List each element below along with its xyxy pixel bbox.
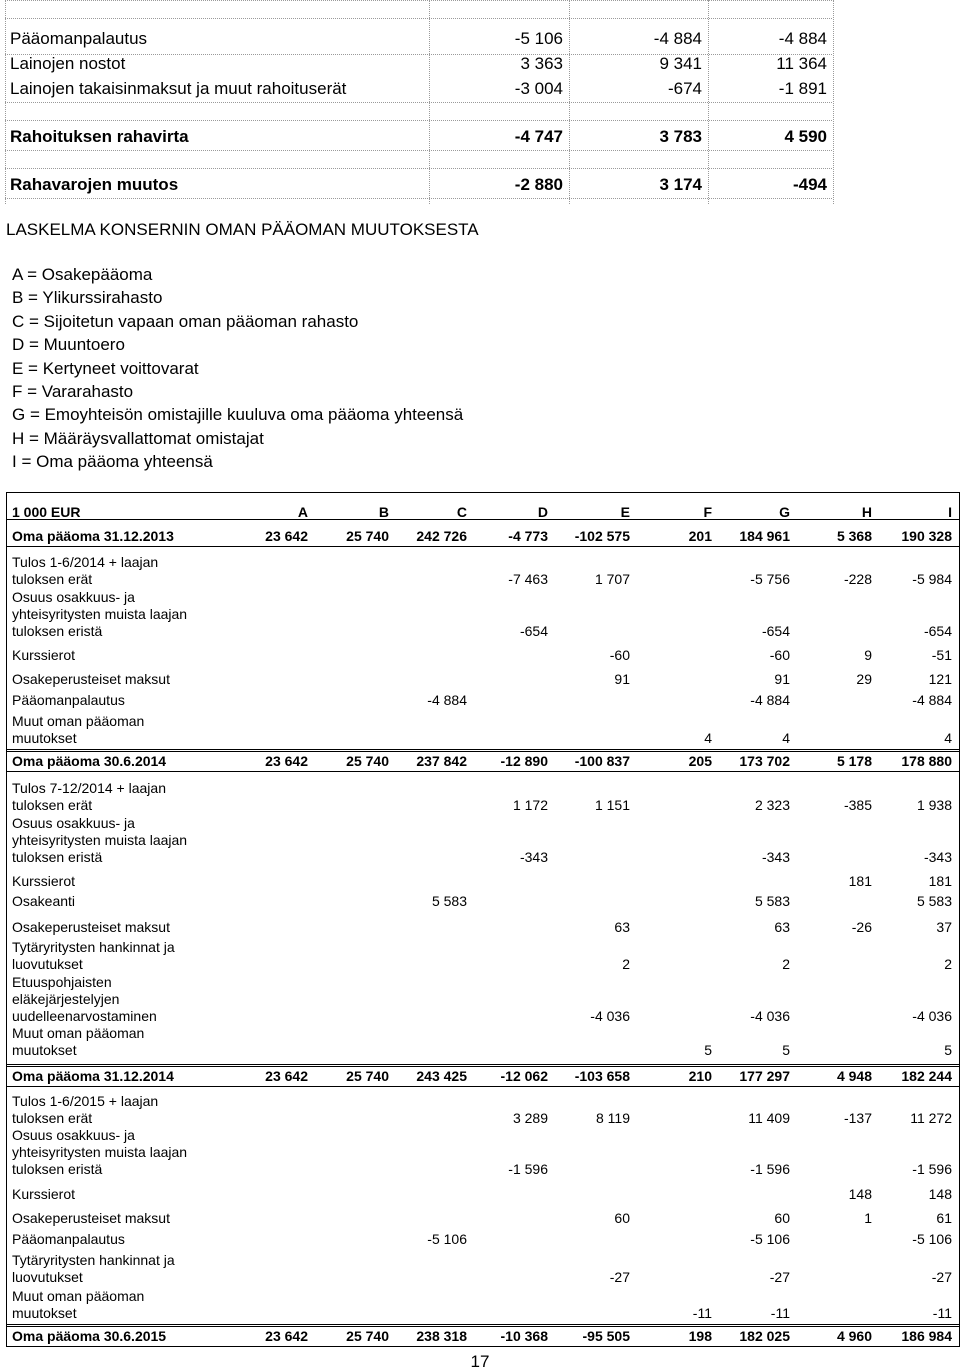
cell-value: -7 463 (508, 571, 548, 587)
cell-value: 198 (688, 1328, 712, 1344)
cash-flow-value: -3 004 (514, 79, 563, 98)
cell-value: 25 740 (346, 753, 389, 769)
cell-value: 181 (848, 873, 872, 889)
balance-underline (7, 771, 959, 772)
cell-value: -4 884 (427, 692, 467, 708)
cell-value: 23 642 (265, 1328, 308, 1344)
cell-value: 29 (856, 671, 872, 687)
cash-flow-row-label: Rahoituksen rahavirta (10, 127, 189, 146)
cell-value: 181 (928, 873, 952, 889)
cell-value: 1 938 (916, 797, 952, 813)
cell-value: -100 837 (574, 753, 630, 769)
row-label: muutokset (12, 1042, 77, 1058)
cell-value: 8 119 (596, 1110, 630, 1126)
cell-value: 182 025 (739, 1328, 790, 1344)
grid-hline (5, 18, 832, 19)
cell-value: -654 (761, 623, 790, 639)
row-label: luovutukset (12, 1269, 83, 1285)
grid-hline (5, 150, 832, 151)
cell-value: -5 106 (912, 1231, 952, 1247)
cell-value: 2 (782, 956, 790, 972)
legend-item: A = Osakepääoma (12, 265, 153, 284)
cell-value: 4 948 (836, 1068, 872, 1084)
cell-value: 5 583 (431, 893, 467, 909)
cell-value: 63 (774, 919, 790, 935)
cell-value: 5 178 (836, 753, 872, 769)
row-label: muutokset (12, 1305, 77, 1321)
cell-value: -11 (932, 1305, 952, 1321)
cell-value: 63 (614, 919, 630, 935)
cell-value: -27 (931, 1269, 952, 1285)
row-label: Osuus osakkuus- ja (12, 589, 135, 605)
cell-value: 201 (688, 528, 712, 544)
cell-value: 190 328 (901, 528, 952, 544)
cell-value: 4 (704, 730, 712, 746)
header-column-g: G (779, 504, 790, 520)
row-label: yhteisyritysten muista laajan (12, 832, 188, 848)
grid-hline (5, 168, 832, 169)
cell-value: -27 (769, 1269, 790, 1285)
cell-value: 61 (936, 1210, 952, 1226)
cell-value: 237 842 (416, 753, 467, 769)
row-label: Kurssierot (12, 873, 76, 889)
cell-value: -654 (519, 623, 548, 639)
cell-value: -5 756 (750, 571, 790, 587)
legend-item: H = Määräysvallattomat omistajat (12, 428, 264, 448)
cell-value: -12 062 (500, 1068, 548, 1084)
column-legend (12, 263, 463, 474)
grid-vline (833, 0, 834, 204)
cell-value: -4 036 (590, 1008, 630, 1024)
cell-value: 25 740 (346, 528, 389, 544)
row-label: Tytäryritysten hankinnat ja (12, 939, 175, 955)
row-label: tuloksen erät (12, 1110, 93, 1126)
cell-value: 3 289 (512, 1110, 548, 1126)
cash-flow-row-label: Lainojen nostot (10, 54, 126, 73)
header-column-i: I (948, 504, 952, 520)
cell-value: 2 (622, 956, 630, 972)
grid-hline (5, 102, 832, 103)
cash-flow-value: 3 783 (659, 127, 702, 146)
table-border (7, 492, 959, 493)
row-label: Oma pääoma 31.12.2013 (12, 528, 174, 544)
cell-value: 37 (936, 919, 952, 935)
cell-value: 242 726 (416, 528, 467, 544)
cash-flow-row-label: Pääomanpalautus (10, 29, 148, 48)
cell-value: 60 (774, 1210, 790, 1226)
header-column-c: C (456, 504, 467, 520)
page-number: 17 (470, 1352, 490, 1371)
cell-value: 4 (782, 730, 790, 746)
row-label: yhteisyritysten muista laajan (12, 606, 188, 622)
cell-value: 25 740 (346, 1068, 389, 1084)
cell-value: -4 036 (912, 1008, 952, 1024)
section-title: LASKELMA KONSERNIN OMAN PÄÄOMAN MUUTOKSESTA (6, 220, 479, 239)
row-label: Osakeperusteiset maksut (12, 919, 170, 935)
row-label: Kurssierot (12, 1186, 76, 1202)
cell-value: 182 244 (901, 1068, 952, 1084)
cell-value: -5 106 (750, 1231, 790, 1247)
cell-value: 1 172 (512, 797, 548, 813)
row-label: Muut oman pääoman (12, 1288, 145, 1304)
cash-flow-value: 11 364 (776, 54, 827, 73)
row-label: tuloksen eristä (12, 1161, 103, 1177)
cell-value: -4 884 (750, 692, 790, 708)
cell-value: -1 596 (750, 1161, 790, 1177)
cell-value: -343 (923, 849, 952, 865)
cell-value: -385 (843, 797, 872, 813)
cell-value: -137 (843, 1110, 872, 1126)
cell-value: 9 (864, 647, 872, 663)
row-label: Muut oman pääoman (12, 1025, 145, 1041)
legend-item: D = Muuntoero (12, 335, 125, 355)
header-column-h: H (861, 504, 872, 520)
cell-value: -5 984 (912, 571, 952, 587)
row-label: Osuus osakkuus- ja (12, 815, 135, 831)
row-label: Tulos 1-6/2015 + laajan (12, 1093, 159, 1109)
row-label: Oma pääoma 31.12.2014 (12, 1068, 174, 1084)
cell-value: 184 961 (739, 528, 790, 544)
header-column-e: E (620, 504, 630, 520)
cell-value: -102 575 (574, 528, 630, 544)
row-label: Pääomanpalautus (12, 1231, 125, 1247)
row-label: Etuuspohjaisten (12, 974, 112, 990)
cash-flow-value: -494 (792, 175, 827, 194)
cell-value: 178 880 (901, 753, 952, 769)
cell-value: 210 (688, 1068, 712, 1084)
cell-value: -1 596 (508, 1161, 548, 1177)
cell-value: 23 642 (265, 528, 308, 544)
cell-value: 177 297 (739, 1068, 790, 1084)
cash-flow-value: -2 880 (514, 175, 563, 194)
cell-value: 186 984 (901, 1328, 952, 1344)
cash-flow-value: -674 (667, 79, 702, 98)
cell-value: 173 702 (739, 753, 790, 769)
row-label: Oma pääoma 30.6.2014 (12, 753, 167, 769)
cell-value: 1 151 (594, 797, 630, 813)
row-label: Oma pääoma 30.6.2015 (12, 1328, 167, 1344)
legend-item: I = Oma pääoma yhteensä (12, 452, 213, 472)
cell-value: 91 (774, 671, 790, 687)
row-label: uudelleenarvostaminen (12, 1008, 157, 1024)
row-label: eläkejärjestelyjen (12, 991, 120, 1007)
cell-value: -26 (851, 919, 872, 935)
legend-item: G = Emoyhteisön omistajille kuuluva oma pääoma yhteensä (12, 405, 464, 425)
cell-value: 23 642 (265, 1068, 308, 1084)
grid-hline (5, 198, 832, 199)
header-divider (7, 519, 959, 520)
cell-value: -343 (519, 849, 548, 865)
row-label: tuloksen erät (12, 797, 93, 813)
balance-underline (7, 546, 959, 547)
cell-value: 148 (928, 1186, 952, 1202)
cell-value: 60 (614, 1210, 630, 1226)
balance-divider (7, 1064, 959, 1067)
balance-underline (7, 1086, 959, 1087)
cell-value: 1 707 (594, 571, 630, 587)
cell-value: -60 (769, 647, 790, 663)
cell-value: 1 (864, 1210, 872, 1226)
header-unit: 1 000 EUR (12, 504, 81, 520)
header-column-a: A (297, 504, 308, 520)
cell-value: 4 960 (836, 1328, 872, 1344)
cell-value: 5 583 (754, 893, 790, 909)
header-column-f: F (703, 504, 712, 520)
cell-value: 121 (928, 671, 952, 687)
cell-value: 5 368 (836, 528, 872, 544)
cell-value: -228 (843, 571, 872, 587)
cell-value: 148 (848, 1186, 872, 1202)
cell-value: -95 505 (582, 1328, 630, 1344)
cell-value: 5 583 (916, 893, 952, 909)
cell-value: -103 658 (574, 1068, 630, 1084)
cash-flow-value: 3 363 (520, 54, 563, 73)
cell-value: 5 (944, 1042, 952, 1058)
row-label: Tulos 7-12/2014 + laajan (12, 780, 166, 796)
row-label: yhteisyritysten muista laajan (12, 1144, 188, 1160)
cell-value: 243 425 (416, 1068, 467, 1084)
cell-value: -654 (923, 623, 952, 639)
row-label: tuloksen eristä (12, 623, 103, 639)
balance-divider (7, 749, 959, 752)
cell-value: -4 773 (508, 528, 548, 544)
cell-value: 11 409 (748, 1110, 790, 1126)
cell-value: 238 318 (416, 1328, 467, 1344)
legend-item: C = Sijoitetun vapaan oman pääoman rahasto (12, 311, 359, 331)
cash-flow-value: 4 590 (784, 127, 827, 146)
cash-flow-value: -4 884 (778, 29, 827, 48)
legend-item: B = Ylikurssirahasto (12, 288, 163, 308)
row-label: Osuus osakkuus- ja (12, 1127, 135, 1143)
cash-flow-value: -5 106 (514, 29, 563, 48)
cell-value: -343 (761, 849, 790, 865)
cell-value: 11 272 (910, 1110, 952, 1126)
cell-value: -11 (770, 1305, 790, 1321)
cash-flow-row-label: Rahavarojen muutos (10, 175, 179, 194)
balance-divider (7, 1324, 959, 1327)
row-label: Pääomanpalautus (12, 692, 125, 708)
cell-value: 5 (704, 1042, 712, 1058)
legend-item: F = Vararahasto (12, 382, 134, 402)
cell-value: -12 890 (500, 753, 548, 769)
cash-flow-table (0, 0, 960, 210)
cell-value: 2 (944, 956, 952, 972)
cash-flow-value: 3 174 (659, 175, 702, 194)
cell-value: -51 (931, 647, 952, 663)
row-label: Osakeanti (12, 893, 76, 909)
cell-value: 23 642 (265, 753, 308, 769)
row-label: Muut oman pääoman (12, 713, 145, 729)
grid-hline (5, 54, 832, 55)
equity-changes-table (6, 492, 960, 1347)
row-label: Kurssierot (12, 647, 76, 663)
cash-flow-value: 9 341 (659, 54, 702, 73)
grid-hline (5, 0, 832, 1)
row-label: luovutukset (12, 956, 83, 972)
row-label: tuloksen eristä (12, 849, 103, 865)
cell-value: -27 (609, 1269, 630, 1285)
row-label: Tulos 1-6/2014 + laajan (12, 554, 159, 570)
header-column-b: B (378, 504, 389, 520)
legend-item: E = Kertyneet voittovarat (12, 358, 199, 378)
cell-value: -60 (609, 647, 630, 663)
row-label: muutokset (12, 730, 77, 746)
cash-flow-value: -4 884 (653, 29, 702, 48)
row-label: tuloksen erät (12, 571, 93, 587)
cash-flow-row-label: Lainojen takaisinmaksut ja muut rahoituserät (10, 79, 347, 98)
cash-flow-value: -1 891 (778, 79, 827, 98)
header-column-d: D (537, 504, 548, 520)
cell-value: -4 036 (750, 1008, 790, 1024)
cell-value: 2 323 (754, 797, 790, 813)
cell-value: -11 (692, 1305, 712, 1321)
cell-value: -5 106 (427, 1231, 467, 1247)
cell-value: -4 884 (912, 692, 952, 708)
cell-value: 4 (944, 730, 952, 746)
cell-value: 5 (782, 1042, 790, 1058)
cell-value: -1 596 (912, 1161, 952, 1177)
row-label: Osakeperusteiset maksut (12, 1210, 170, 1226)
cell-value: -10 368 (500, 1328, 548, 1344)
row-label: Tytäryritysten hankinnat ja (12, 1252, 175, 1268)
row-label: Osakeperusteiset maksut (12, 671, 170, 687)
cash-flow-value: -4 747 (514, 127, 563, 146)
grid-hline (5, 120, 832, 121)
cell-value: 205 (688, 753, 712, 769)
cell-value: 91 (614, 671, 630, 687)
cell-value: 25 740 (346, 1328, 389, 1344)
